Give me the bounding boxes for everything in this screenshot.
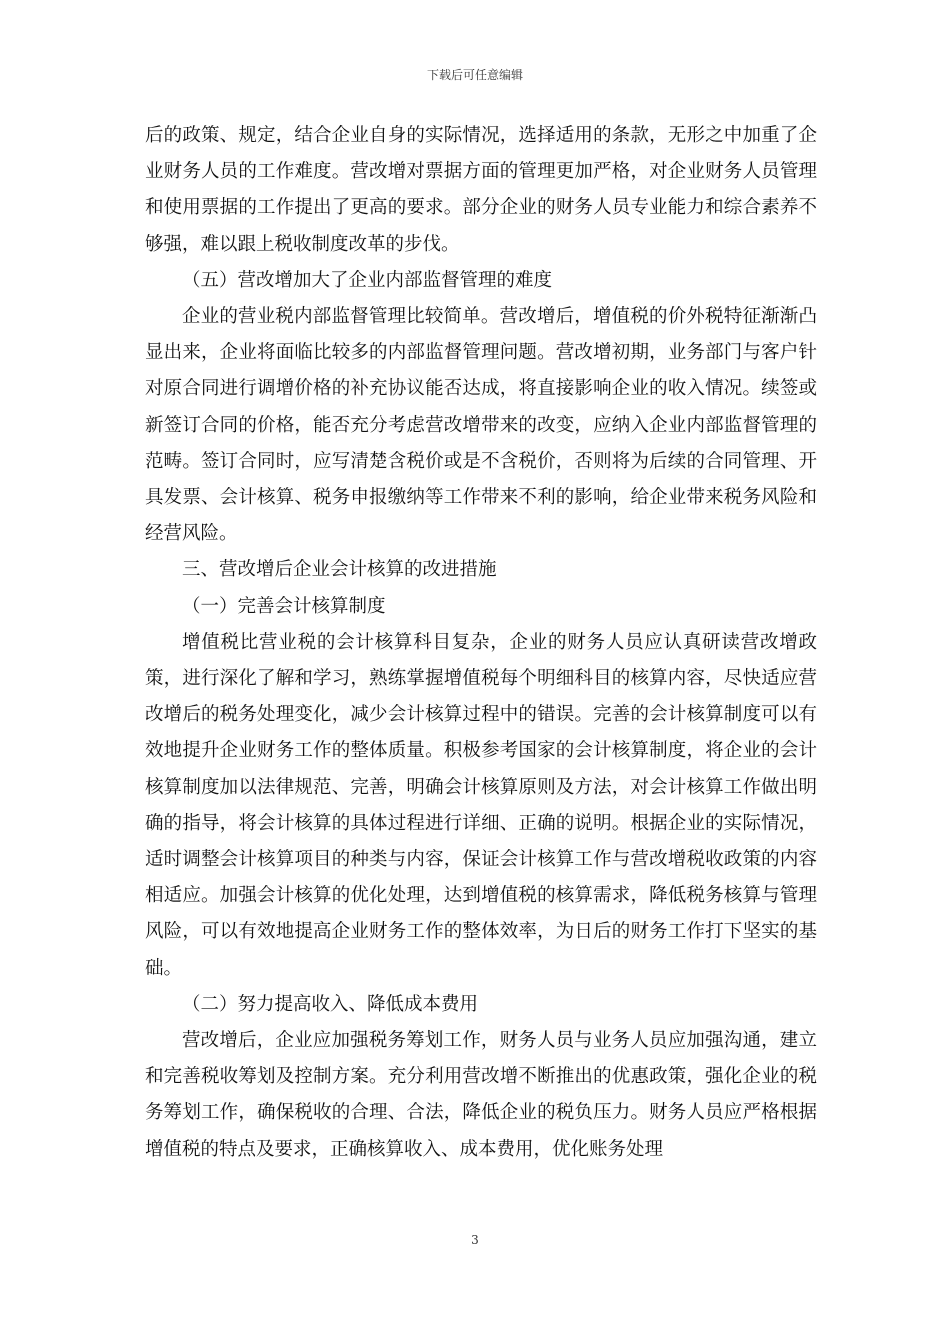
section-heading-5: （五）营改增加大了企业内部监督管理的难度 [182, 269, 553, 291]
paragraph-supervision: 企业的营业税内部监督管理比较简单。营改增后，增值税的价外税特征渐渐凸显出来，企业将面临比较多的内部监督管理问题。营改增初期，业务部门与客户针对原合同进行调增价格的补充协议能否达成，将直接影响企业的收入情况。续签或新签订合同的价格，能否充分考虑营改增带来的改变，应纳入企业内部监督管理的范畴。签订合同时，应写清楚含税价或是不含税价，否则将为后续的合同管理、开具发票、会计核算、税务申报缴纳等工作带来不利的影响，给企业带来税务风险和经营风险。 [145, 306, 817, 545]
page-number: 3 [471, 1233, 479, 1247]
document-body [145, 118, 817, 1168]
paragraph-accounting-system: 增值税比营业税的会计核算科目复杂，企业的财务人员应认真研读营改增政策，进行深化了解和学习，熟练掌握增值税每个明细科目的核算内容，尽快适应营改增后的税务处理变化，减少会计核算过程中的错误。完善的会计核算制度可以有效地提升企业财务工作的整体质量。积极参考国家的会计核算制度，将企业的会计核算制度加以法律规范、完善，明确会计核算原则及方法，对会计核算工作做出明确的指导，将会计核算的具体过程进行详细、正确的说明。根据企业的实际情况，适时调整会计核算项目的种类与内容，保证会计核算工作与营改增税收政策的内容相适应。加强会计核算的优化处理，达到增值税的核算需求，降低税务核算与管理风险，可以有效地提高企业财务工作的整体效率，为日后的财务工作打下坚实的基础。 [145, 631, 817, 979]
paragraph-continuation: 后的政策、规定，结合企业自身的实际情况，选择适用的条款，无形之中加重了企业财务人员的工作难度。营改增对票据方面的管理更加严格，对企业财务人员管理和使用票据的工作提出了更高的要求。部分企业的财务人员专业能力和综合素养不够强，难以跟上税收制度改革的步伐。 [145, 125, 817, 255]
section-heading-1: （一）完善会计核算制度 [182, 595, 386, 617]
section-heading-2: （二）努力提高收入、降低成本费用 [182, 993, 479, 1015]
page-header: 下载后可任意编辑 [426, 68, 523, 82]
paragraph-revenue-cost: 营改增后，企业应加强税务筹划工作，财务人员与业务人员应加强沟通，建立和完善税收筹划及控制方案。充分利用营改增不断推出的优惠政策，强化企业的税务筹划工作，确保税收的合理、合法，降低企业的税负压力。财务人员应严格根据增值税的特点及要求，正确核算收入、成本费用，优化账务处理 [145, 1030, 817, 1160]
chapter-heading-3: 三、营改增后企业会计核算的改进措施 [182, 559, 497, 581]
